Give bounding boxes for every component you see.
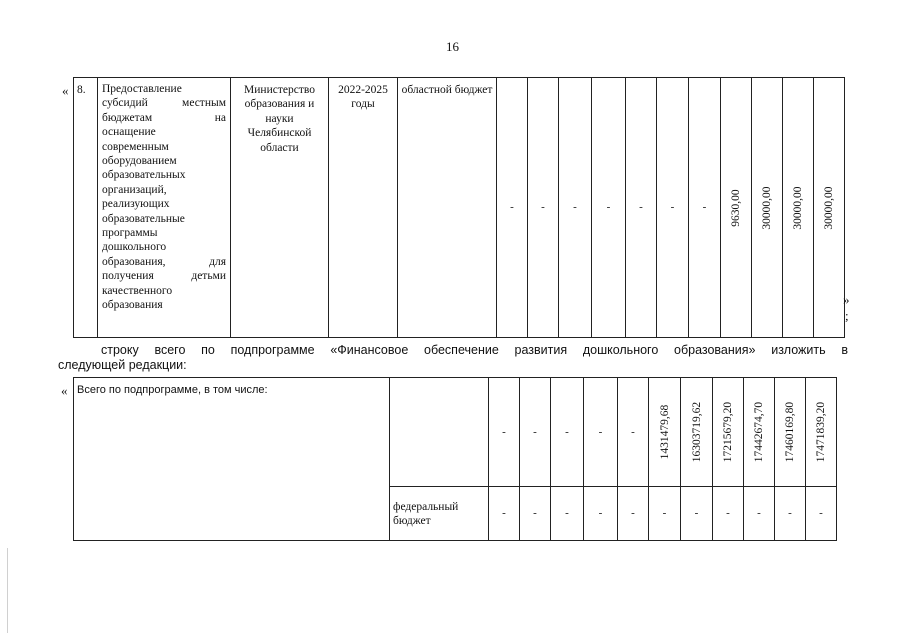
table-row: [74, 378, 837, 487]
value-cell: -: [489, 487, 520, 541]
value-cell: -: [689, 78, 721, 338]
value-cell: -: [618, 378, 649, 487]
value-cell: -: [775, 487, 806, 541]
value-cell: -: [559, 78, 592, 338]
years-cell: 2022-2025 годы: [329, 78, 398, 338]
value-text: 17442674,70: [752, 401, 765, 463]
value-cell: -: [592, 78, 626, 338]
value-cell: -: [649, 487, 681, 541]
desc-line: оснащение: [102, 126, 156, 139]
value-text: 17471839,20: [814, 401, 827, 463]
value-cell: [713, 378, 744, 487]
desc-line: субсидий местным: [102, 97, 226, 110]
semicolon: ;: [845, 308, 849, 323]
desc-line: оборудованием: [102, 155, 177, 168]
scan-margin-line: [7, 548, 8, 633]
program-row-table: [73, 77, 845, 338]
value-text: 16303719,62: [690, 401, 703, 463]
desc-line: образования, для: [102, 255, 226, 268]
desc-line: образовательных: [102, 169, 186, 182]
open-quote-total: «: [61, 383, 68, 398]
value-cell: -: [497, 78, 528, 338]
desc-line: организаций,: [102, 183, 167, 196]
value-text: 17460169,80: [783, 401, 796, 463]
value-text: 17215679,20: [721, 401, 734, 463]
value-cell: -: [584, 487, 618, 541]
total-label: Всего по подпрограмме, в том числе:: [74, 378, 390, 541]
value-cell: -: [520, 378, 551, 487]
value-cell: [814, 78, 845, 338]
open-quote: «: [62, 83, 69, 98]
desc-line: бюджетам на: [102, 111, 226, 124]
value-cell: -: [551, 487, 584, 541]
value-cell: -: [584, 378, 618, 487]
value-cell: [649, 378, 681, 487]
close-quote: »: [843, 292, 850, 307]
ministry-cell: Министерство образования и науки Челябинской области: [231, 78, 329, 338]
row-description: [98, 78, 231, 338]
value-cell: -: [744, 487, 775, 541]
value-text: 30000,00: [791, 185, 804, 230]
total-table: [73, 377, 837, 541]
value-cell: -: [528, 78, 559, 338]
desc-line: дошкольного: [102, 241, 167, 254]
value-cell: [681, 378, 713, 487]
value-cell: [783, 78, 814, 338]
desc-line: образования: [102, 299, 163, 312]
empty-cell: [390, 378, 489, 487]
value-cell: -: [681, 487, 713, 541]
instruction-paragraph: [58, 343, 848, 373]
value-cell: [744, 378, 775, 487]
value-text: 30000,00: [760, 185, 773, 230]
page-number: 16: [446, 39, 459, 54]
federal-budget-label: федеральный бюджет: [390, 487, 489, 541]
desc-line: современным: [102, 140, 169, 153]
desc-line: качественного: [102, 284, 173, 297]
value-cell: -: [657, 78, 689, 338]
paragraph-line: следующей редакции:: [58, 358, 187, 372]
value-cell: -: [551, 378, 584, 487]
value-cell: [721, 78, 752, 338]
desc-line: программы: [102, 227, 158, 240]
desc-line: получения детьми: [102, 270, 226, 283]
value-cell: -: [713, 487, 744, 541]
desc-line: реализующих: [102, 198, 170, 211]
value-cell: -: [806, 487, 837, 541]
table-row: [74, 78, 845, 338]
value-cell: [806, 378, 837, 487]
value-cell: -: [489, 378, 520, 487]
value-cell: -: [626, 78, 657, 338]
value-cell: [752, 78, 783, 338]
value-cell: [775, 378, 806, 487]
desc-line: Предоставление: [102, 83, 182, 95]
desc-line: образовательные: [102, 212, 185, 225]
value-text: 9630,00: [729, 188, 742, 227]
value-text: 30000,00: [822, 185, 835, 230]
paragraph-line: строку всего по подпрограмме «Финансовое обеспечение развития дошкольного образования» изложить в: [101, 343, 848, 357]
value-cell: -: [520, 487, 551, 541]
row-number: 8.: [74, 78, 98, 338]
value-cell: -: [618, 487, 649, 541]
budget-source-cell: областной бюджет: [398, 78, 497, 338]
value-text: 1431479,68: [658, 404, 671, 460]
